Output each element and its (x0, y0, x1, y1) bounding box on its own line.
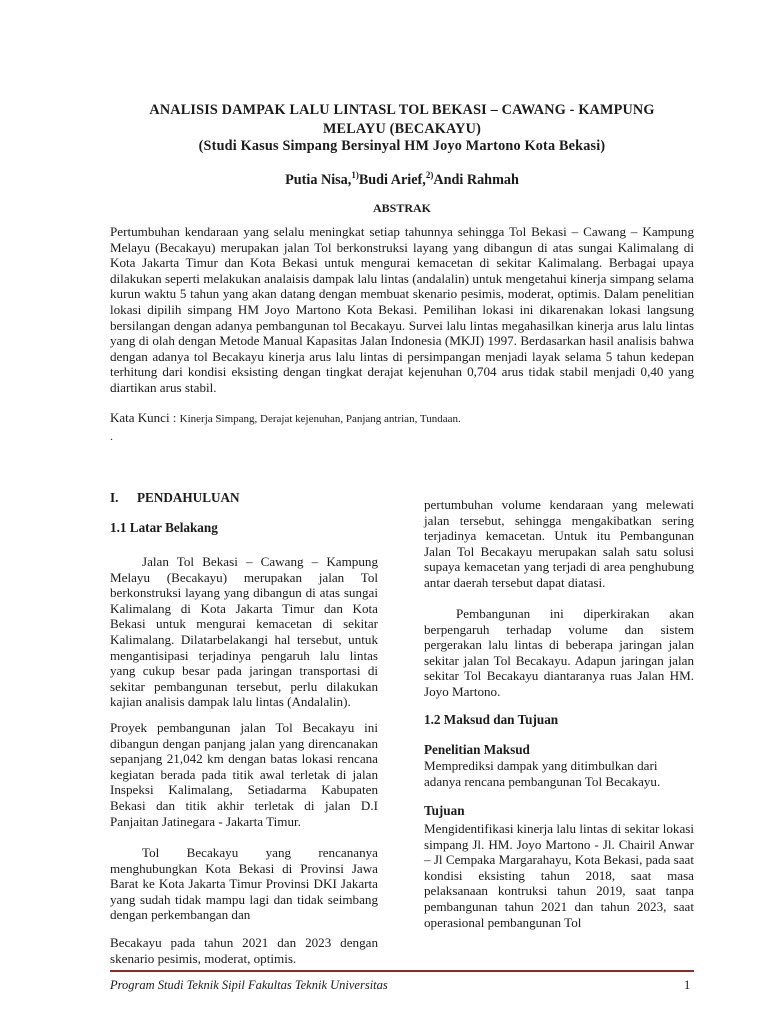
paragraph-right-1: pertumbuhan volume kendaraan yang melewati jalan tersebut, sehingga mengakibatkan sering terjadinya kemacetan. Untuk itu Pembangunan Jalan Tol Becakayu merupakan salah satu solusi supaya kemacetan yang terjadi di area penghubung antar daerah tersebut dapat diatasi. (424, 497, 694, 590)
paragraph-2: Proyek pembangunan jalan Tol Becakayu ini dibangun dengan panjang jalan yang direncanakan sepanjang 21,042 km dengan batas lokasi rencana kegiatan berada pada titik awal terletak di jalan Inspeksi Kalimalang, Setiadarma Kabupaten Bekasi dan titik akhir terletak di jalan D.I Panjaitan Jatinegara - Jakarta Timur. (110, 720, 378, 829)
keywords-line (110, 410, 694, 426)
author-list (110, 172, 694, 189)
paragraph-4: Becakayu pada tahun 2021 dan 2023 dengan skenario pesimis, moderat, optimis. (110, 935, 378, 966)
footer-text: Program Studi Teknik Sipil Fakultas Teknik Universitas (110, 978, 388, 992)
paragraph-tujuan: Mengidentifikasi kinerja lalu lintas di sekitar lokasi simpang Jl. HM. Joyo Martono - Jl. Chairil Anwar – Jl Cempaka Margarahayu, Kota Bekasi, pada saat kondisi eksisting tahun 2018, saat masa pelaksanaan kontruksi tahun 2019, saat tanpa pembangunan tahun 2021 dan tahun 2023, saat operasional pembangunan Tol (424, 821, 694, 930)
footer-rule (110, 970, 694, 972)
paragraph-1: Jalan Tol Bekasi – Cawang – Kampung Melayu (Becakayu) merupakan jalan Tol berkonstruksi layang yang dibangun di atas sungai Kalimalang di Kota Jakarta Timur dan Kota Bekasi untuk mengurai kemacetan di sekitar Kalimalang. Dilatarbelakangi hal tersebut, untuk mengantisipasi terjadinya pengaruh lalu lintas yang cukup besar pada jaringan transportasi di sekitar pembangunan tersebut, perlu dilakukan kajian analisis dampak lalu lintas (Andalalin). (110, 554, 378, 710)
paragraph-right-2: Pembangunan ini diperkirakan akan berpengaruh terhadap volume dan sistem pergerakan lalu lintas di beberapa jaringan jalan sekitar jalan Tol Becakayu. Adapun jaringan jalan sekitar Tol Becakayu diantaranya ruas Jalan HM. Joyo Martono. (424, 606, 694, 699)
paragraph-3: Tol Becakayu yang rencananya menghubungkan Kota Bekasi di Provinsi Jawa Barat ke Kota Jakarta Timur Provinsi DKI Jakarta yang sudah tidak mampu lagi dan tidak seimbang dengan perkembangan dan (110, 845, 378, 923)
paper-title-line-2: MELAYU (BECAKAYU) (322, 121, 482, 137)
page-number: 1 (684, 978, 691, 992)
author-affiliation: 2) (425, 170, 434, 180)
abstract-body: Pertumbuhan kendaraan yang selalu meningkat setiap tahunnya sehingga Tol Bekasi – Cawang – Kampung Melayu (Becakayu) merupakan jalan Tol berkonstruksi layang yang dibangun di atas sungai Kalimalang di Kota Jakarta Timur dan Kota Bekasi untuk mengurai kemacetan di sekitar Kalimalang. Berbagai upaya dilakukan seperti melakukan analaisis dampak lalu lintas (andalalin) untuk mengetahui kinerja simpang selama kurun waktu 5 tahun yang akan datang dengan membuat skenario pesimis, moderat, optimis. Dalam penelitian lokasi dipilih simpang HM Joyo Martono Kota Bekasi. Pemilihan lokasi ini dikarenakan lokasi langsung bersilangan dengan adanya pembangunan tol Becakayu. Survei lalu lintas megahasilkan kinerja arus lalu lintas yang di olah dengan Metode Manual Kapasitas Jalan Indonesia (MKJI) 1997. Berdasarkan hasil analisis bahwa dengan adanya tol Becakayu kinerja arus lalu lintas di persimpangan menjadi layak selama 5 tahun kedepan terhitung dari kondisi eksisting dengan tingkat derajat kejenuhan 0,704 arus tidak stabil menjadi 0,40 yang diartikan arus stabil. (110, 224, 694, 395)
section-number: I. (110, 490, 119, 505)
subsection-heading-maksud-tujuan: 1.2 Maksud dan Tujuan (424, 712, 559, 727)
author-name: Budi Arief, (358, 172, 426, 188)
paper-subtitle: (Studi Kasus Simpang Bersinyal HM Joyo Martono Kota Bekasi) (198, 138, 606, 154)
author-name: Putia Nisa, (285, 172, 352, 188)
paragraph-maksud: Memprediksi dampak yang ditimbulkan dari adanya rencana pembangunan Tol Becakayu. (424, 758, 661, 789)
paper-title-line-1: ANALISIS DAMPAK LALU LINTASL TOL BEKASI – CAWANG - KAMPUNG (149, 102, 655, 118)
abstract-heading: ABSTRAK (372, 201, 431, 215)
author-affiliation: 1) (351, 170, 359, 180)
keywords-label: Kata Kunci : (110, 410, 180, 425)
stray-dot: . (110, 429, 113, 443)
keywords-value: Kinerja Simpang, Derajat kejenuhan, Panjang antrian, Tundaan. (179, 413, 461, 425)
heading-penelitian-maksud: Penelitian Maksud (424, 742, 530, 757)
subsection-heading-latar-belakang: 1.1 Latar Belakang (110, 520, 218, 535)
heading-tujuan: Tujuan (424, 803, 465, 818)
author-name: Andi Rahmah (433, 172, 519, 188)
section-heading-pendahuluan: PENDAHULUAN (137, 490, 240, 505)
